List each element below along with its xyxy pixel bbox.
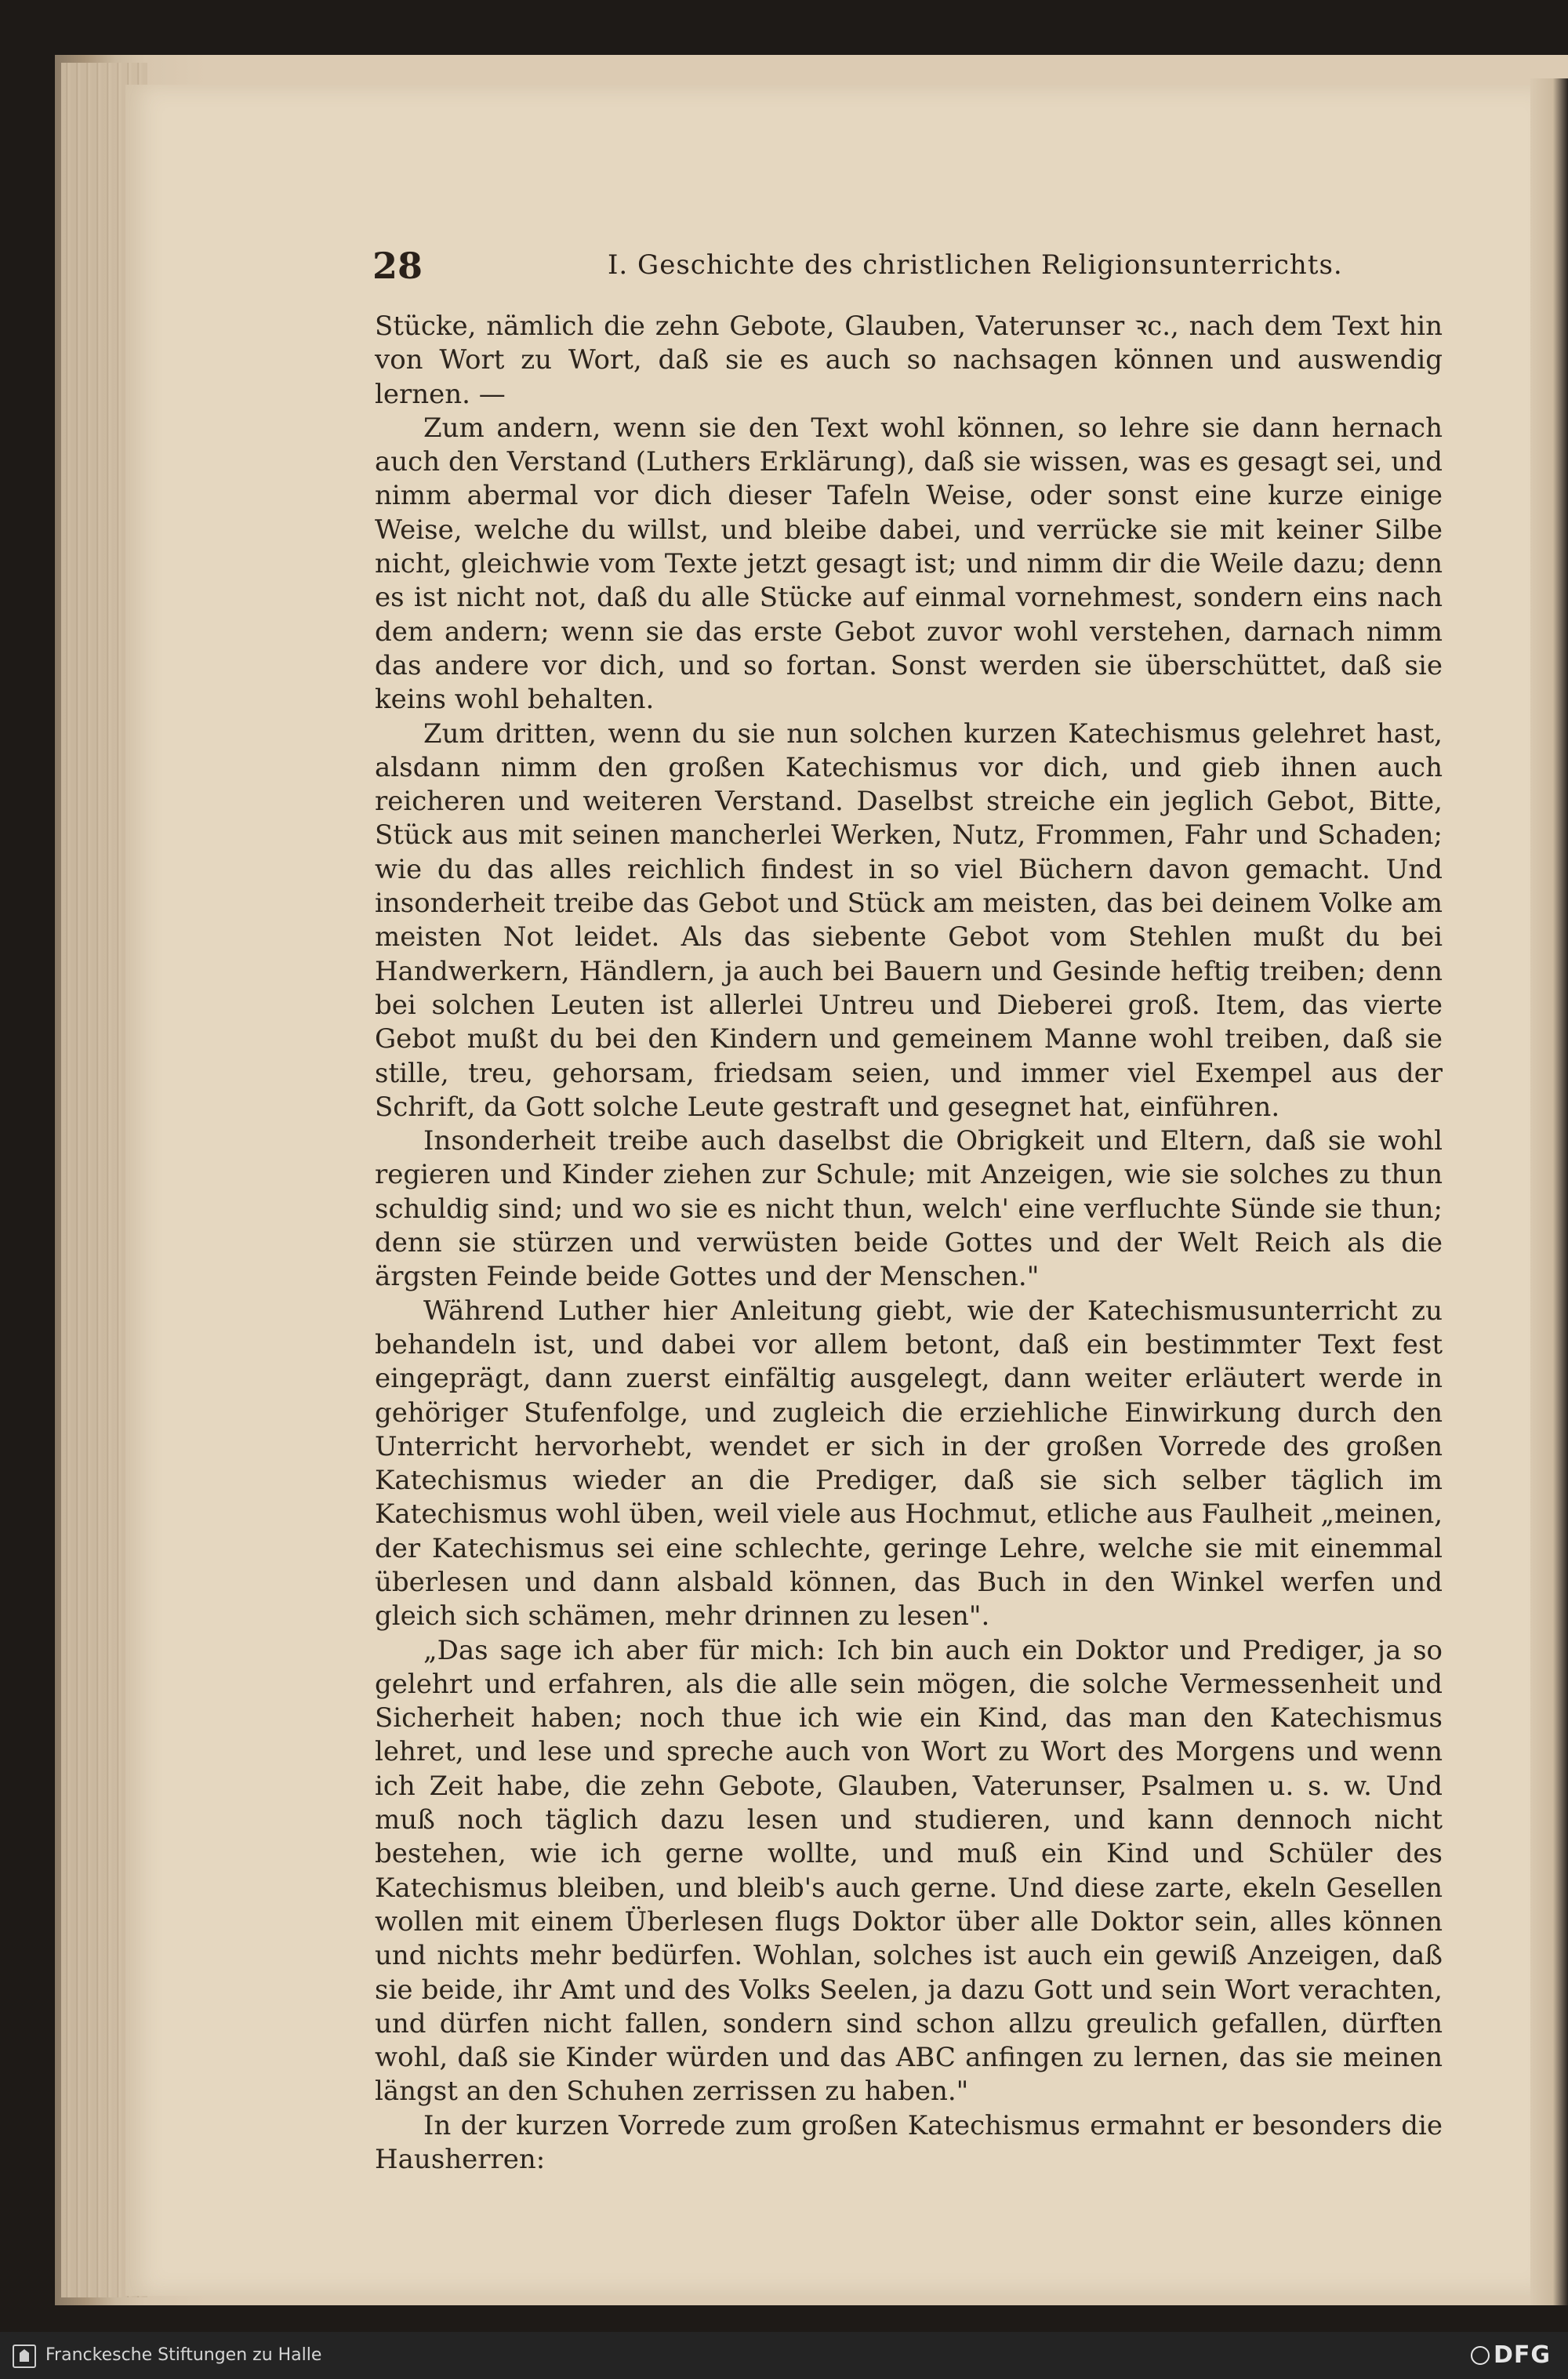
- page-number: 28: [372, 245, 423, 287]
- running-title: I. Geschichte des christlichen Religionsunterrichts.: [608, 249, 1343, 281]
- paragraph: Zum andern, wenn sie den Text wohl können, so lehre sie dann hernach auch den Verstand (Luthers Erklärung), daß sie wissen, was es gesagt sei, und nimm abermal vor dich dieser Tafeln Weise, oder sonst eine kurze einige Weise, welche du willst, und bleibe dabei, und verrücke sie mit keiner Silbe nicht, gleichwie vom Texte jetzt gesagt ist; und nimm dir die Weile dazu; denn es ist nicht not, daß du alle Stücke auf einmal vornehmest, sondern eins nach dem andern; wenn sie das erste Gebot zuvor wohl verstehen, darnach nimm das andere vor dich, und so fortan. Sonst werden sie überschüttet, daß sie keins wohl behalten.: [375, 412, 1443, 716]
- paragraph: In der kurzen Vorrede zum großen Katechismus ermahnt er besonders die Hausherren:: [375, 2109, 1443, 2176]
- funder-label: DFG: [1493, 2341, 1551, 2369]
- paragraph: Insonderheit treibe auch daselbst die Obrigkeit und Eltern, daß sie wohl regieren und Kinder ziehen zur Schule; mit Anzeigen, wie sie solches zu thun schuldig sind; und wo sie es nicht thun, welch' eine verfluchte Sünde sie thun; denn sie stürzen und verwüsten beide Gottes und der Welt Reich als die ärgsten Feinde beide Gottes und der Menschen.": [375, 1125, 1443, 1293]
- paragraph: Zum dritten, wenn du sie nun solchen kurzen Katechismus gelehret hast, alsdann nimm den großen Katechismus vor dich, und gieb ihnen auch reicheren und weiteren Verstand. Daselbst streiche ein jeglich Gebot, Bitte, Stück aus mit seinen mancherlei Werken, Nutz, Frommen, Fahr und Schaden; wie du das alles reichlich findest in so viel Büchern davon gemacht. Und insonderheit treibe das Gebot und Stück am meisten, das bei deinem Volke am meisten Not leidet. Als das siebente Gebot vom Stehlen mußt du bei Handwerkern, Händlern, ja auch bei Bauern und Gesinde heftig treiben; denn bei solchen Leuten ist allerlei Untreu und Dieberei groß. Item, das vierte Gebot mußt du bei den Kindern und gemeinem Manne wohl treiben, daß sie stille, treu, gehorsam, friedsam seien, und immer viel Exempel aus der Schrift, da Gott solche Leute gestraft und gesegnet hat, einführen.: [375, 717, 1443, 1123]
- paragraph: Stücke, nämlich die zehn Gebote, Glauben, Vaterunser ꝛc., nach dem Text hin von Wort zu Wort, daß sie es auch so nachsagen können und auswendig lernen. —: [375, 311, 1443, 410]
- paragraph: „Das sage ich aber für mich: Ich bin auch ein Doktor und Prediger, ja so gelehrt und erfahren, als die alle sein mögen, die solche Vermessenheit und Sicherheit haben; noch thue ich wie ein Kind, das man den Katechismus lehret, und lese und spreche auch von Wort zu Wort des Morgens und wenn ich Zeit habe, die zehn Gebote, Glauben, Vaterunser, Psalmen u. s. w. Und muß noch täglich dazu lesen und studieren, und kann dennoch nicht bestehen, wie ich gerne wollte, und muß ein Kind und Schüler des Katechismus bleiben, und bleib's auch gerne. Und diese zarte, ekeln Gesellen wollen mit einem Überlesen flugs Doktor über alle Doktor sein, alles können und nichts mehr bedürfen. Wohlan, solches ist auch ein gewiß Anzeigen, daß sie beide, ihr Amt und des Volks Seelen, ja dazu Gott und sein Wort verachten, und dürfen nicht fallen, sondern sind schon allzu greulich gefallen, dürften wohl, daß sie Kinder würden und das ABC anfingen zu lernen, das sie meinen längst an den Schuhen zerrissen zu haben.": [375, 1634, 1443, 2108]
- paragraph: Während Luther hier Anleitung giebt, wie der Katechismusunterricht zu behandeln ist, und dabei vor allem betont, daß ein bestimmter Text fest eingeprägt, dann zuerst einfältig ausgelegt, dann weiter erläutert werde in gehöriger Stufenfolge, und zugleich die erziehliche Einwirkung durch den Unterricht hervorhebt, wendet er sich in der großen Vorrede des großen Katechismus wieder an die Prediger, daß sie sich selber täglich im Katechismus wohl üben, weil viele aus Hochmut, etliche aus Faulheit „meinen, der Katechismus sei eine schlechte, geringe Lehre, welche sie mit einemmal überlesen und dann alsbald können, das Buch in den Winkel werfen und gleich sich schämen, mehr drinnen zu lesen".: [375, 1295, 1443, 1633]
- body-text: [375, 310, 1443, 2177]
- page-right-edge: [1530, 78, 1568, 2305]
- dfg-logo-icon: [1471, 2346, 1490, 2365]
- institution-name: Franckesche Stiftungen zu Halle: [45, 2345, 322, 2365]
- viewer-footer: [0, 2332, 1568, 2379]
- page-header: [372, 245, 1439, 292]
- institution-logo-icon: [13, 2344, 36, 2368]
